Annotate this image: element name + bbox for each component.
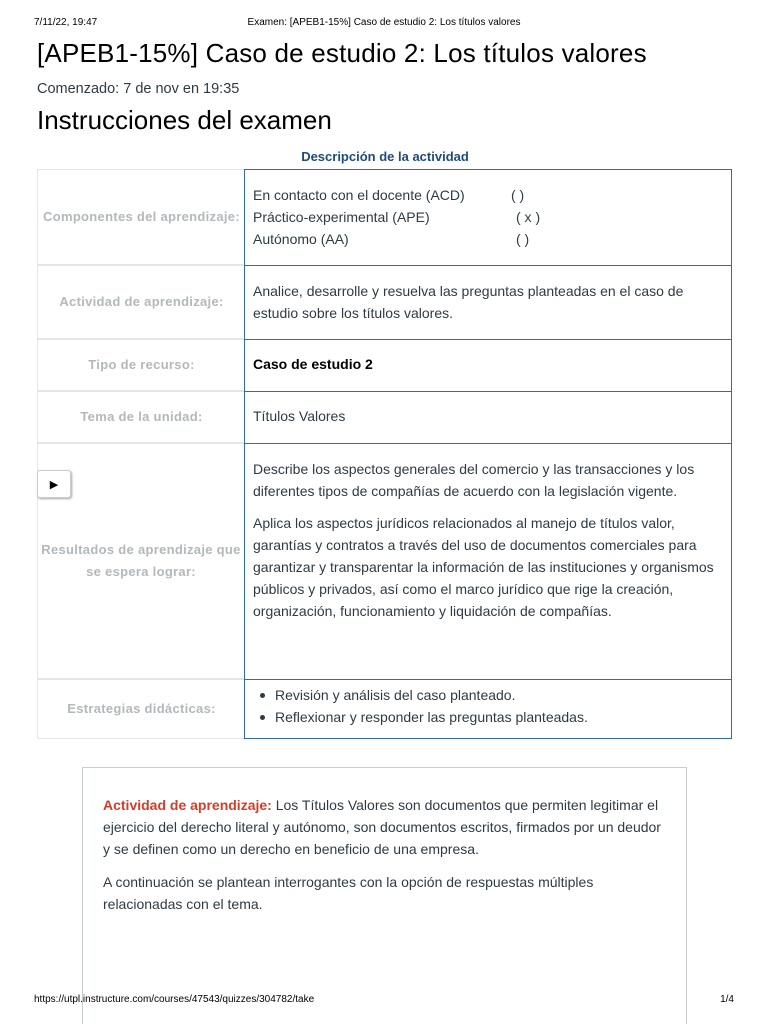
component-aa-label: Autónomo (AA) xyxy=(253,231,349,247)
table-caption: Descripción de la actividad xyxy=(301,149,469,164)
quiz-title: [APEB1-15%] Caso de estudio 2: Los títulos valores xyxy=(37,38,647,68)
strategy-item: Revisión y análisis del caso planteado. xyxy=(275,684,723,706)
table-row-components xyxy=(37,169,732,265)
topic-value: Títulos Valores xyxy=(244,391,732,443)
results-label: Resultados de aprendizaje que se espera lograr: xyxy=(37,443,244,679)
activity-value: Analice, desarrolle y resuelva las preguntas planteadas en el caso de estudio sobre los títulos valores. xyxy=(244,265,732,339)
topic-label: Tema de la unidad: xyxy=(37,391,245,443)
instructions-heading: Instrucciones del examen xyxy=(37,105,332,135)
strategies-value xyxy=(244,679,732,739)
component-acd-label: En contacto con el docente (ACD) xyxy=(253,187,465,203)
table-row-results xyxy=(37,443,732,679)
strategies-list xyxy=(253,684,723,728)
strategy-item: Reflexionar y responder las preguntas planteadas. xyxy=(275,706,723,728)
results-paragraph-1: Describe los aspectos generales del comercio y las transacciones y los diferentes tipos de compañías de acuerdo con la legislación vigente. xyxy=(253,461,695,499)
components-value xyxy=(244,169,732,265)
component-ape-mark: ( x ) xyxy=(516,209,541,225)
print-url: https://utpl.instructure.com/courses/47543/quizzes/304782/take xyxy=(34,994,315,1005)
table-row-topic xyxy=(37,391,732,443)
component-line-aa xyxy=(253,228,723,250)
strategies-label: Estrategias didácticas: xyxy=(37,679,245,739)
table-row-activity xyxy=(37,265,732,339)
components-label: Componentes del aprendizaje: xyxy=(37,169,245,265)
component-ape-label: Práctico-experimental (APE) xyxy=(253,209,430,225)
quiz-started-time: Comenzado: 7 de nov en 19:35 xyxy=(37,81,240,97)
activity-box xyxy=(82,767,687,1024)
print-page-number: 1/4 xyxy=(720,994,734,1005)
print-header xyxy=(34,17,734,29)
play-button[interactable] xyxy=(37,470,71,498)
component-aa-mark: ( ) xyxy=(516,231,530,247)
play-icon: ▶ xyxy=(49,478,59,491)
results-value xyxy=(244,443,732,679)
resource-value: Caso de estudio 2 xyxy=(244,339,732,391)
print-page-title: Examen: [APEB1-15%] Caso de estudio 2: Los títulos valores xyxy=(247,17,521,28)
activity-label: Actividad de aprendizaje: xyxy=(37,265,245,339)
component-line-ape xyxy=(253,206,723,228)
activity-box-text: Los Títulos Valores son documentos que permiten legitimar el ejercicio del derecho literal y autónomo, son documentos escritos, firmados por un deudor y se definen como un derecho en beneficio de una empresa. xyxy=(103,797,661,857)
table-row-resource xyxy=(37,339,732,391)
activity-box-paragraph-2: A continuación se plantean interrogantes con la opción de respuestas múltiples relacionadas con el tema. xyxy=(103,874,594,912)
resource-label: Tipo de recurso: xyxy=(37,339,245,391)
table-row-strategies xyxy=(37,679,732,739)
activity-box-label: Actividad de aprendizaje: xyxy=(103,797,272,813)
component-line-acd xyxy=(253,184,723,206)
component-acd-mark: ( ) xyxy=(511,187,525,203)
activity-box-paragraph-1 xyxy=(103,794,666,860)
print-date: 7/11/22, 19:47 xyxy=(34,17,98,28)
results-paragraph-2: Aplica los aspectos jurídicos relacionados al manejo de títulos valor, garantías y contratos a través del uso de documentos comerciales para garantizar y transparentar la información de las instituciones y organismos públicos y privados, así como el marco jurídico que rige la creación, organización, funcionamiento y liquidación de compañías. xyxy=(253,515,714,619)
